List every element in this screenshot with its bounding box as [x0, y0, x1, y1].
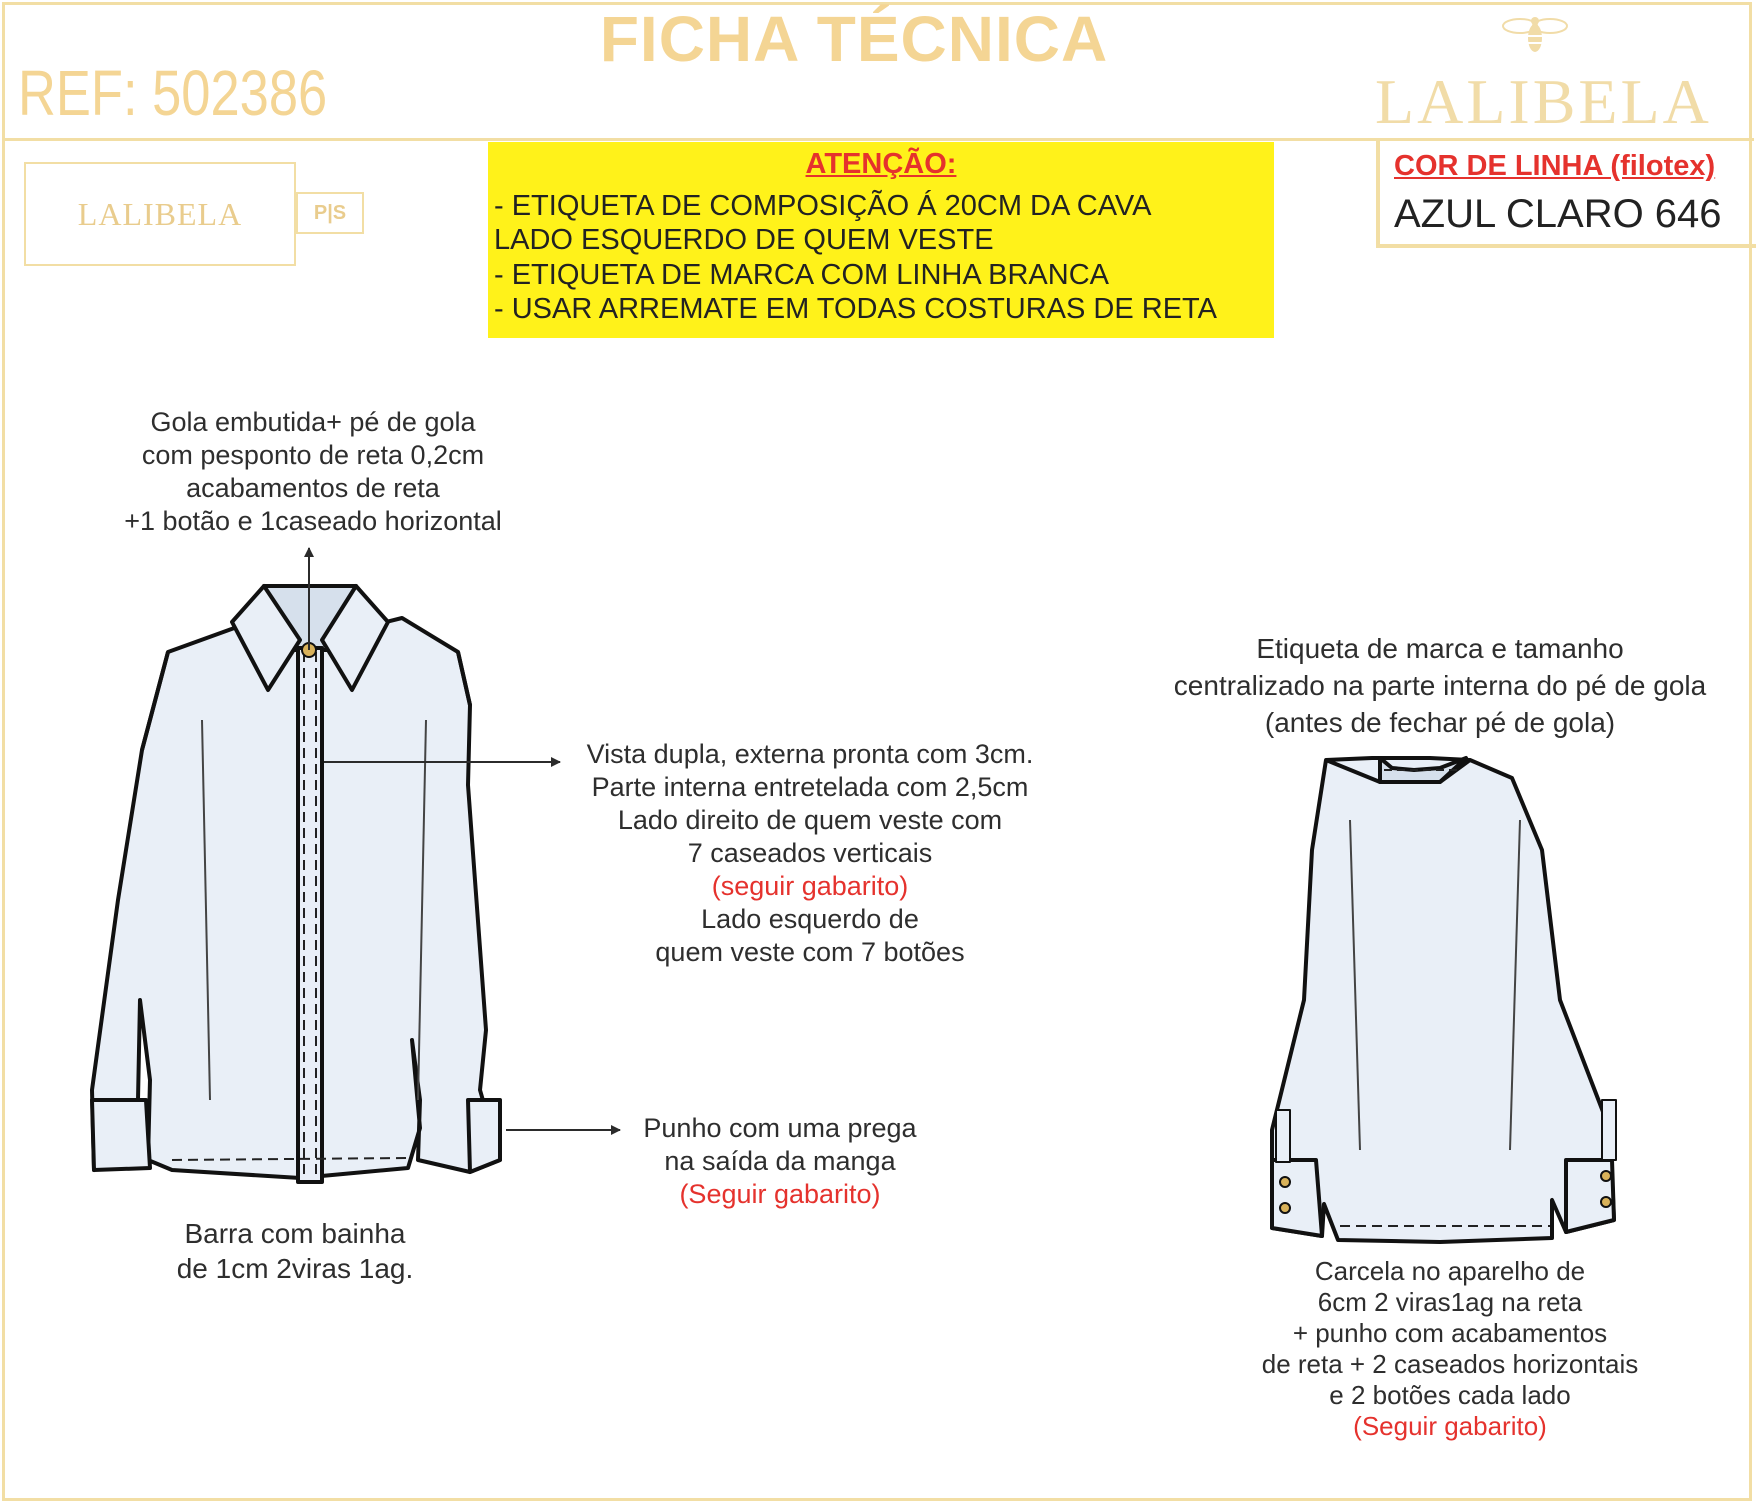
note-line: de reta + 2 caseados horizontais: [1261, 1349, 1639, 1379]
note-line: com pesponto de reta 0,2cm: [141, 440, 485, 470]
attention-line: - USAR ARREMATE EM TODAS COSTURAS DE RETA: [494, 293, 1217, 325]
note-line: Carcela no aparelho de: [1314, 1256, 1586, 1286]
note-line: +1 botão e 1caseado horizontal: [124, 506, 502, 536]
reference-number: REF: 502386: [18, 57, 328, 129]
note-line: Gola embutida+ pé de gola: [150, 407, 476, 437]
note-line: 6cm 2 viras1ag na reta: [1317, 1287, 1583, 1317]
brand-wordmark: LALIBELA: [1375, 66, 1712, 137]
back-cuff-note: [1230, 1256, 1670, 1442]
note-line: centralizado na parte interna do pé de gola: [1173, 670, 1707, 701]
note-line: na saída da manga: [664, 1146, 896, 1176]
note-line: Lado esquerdo de: [701, 904, 919, 934]
back-shirt-drawing: [1272, 758, 1616, 1242]
note-line: Barra com bainha: [184, 1218, 406, 1249]
tag-brand-text: LALIBELA: [77, 196, 243, 232]
hem-note: [150, 1216, 440, 1286]
front-shirt-drawing: [92, 586, 500, 1182]
cuff-note: [630, 1112, 930, 1211]
note-line: acabamentos de reta: [186, 473, 440, 503]
collar-note: [98, 406, 528, 538]
note-line-highlight: (seguir gabarito): [711, 871, 909, 901]
size-tag: P|S: [296, 192, 364, 234]
attention-heading: ATENÇÃO:: [805, 148, 957, 180]
note-line: Vista dupla, externa pronta com 3cm.: [586, 739, 1034, 769]
thread-color-label: COR DE LINHA (filotex): [1394, 150, 1716, 182]
note-line: + punho com acabamentos: [1292, 1318, 1608, 1348]
attention-line: - ETIQUETA DE MARCA COM LINHA BRANCA: [494, 259, 1110, 291]
note-line: de 1cm 2viras 1ag.: [176, 1253, 414, 1284]
note-line: (antes de fechar pé de gola): [1264, 707, 1616, 738]
note-line: e 2 botões cada lado: [1329, 1380, 1571, 1410]
note-line: 7 caseados verticais: [687, 838, 933, 868]
note-line-highlight: (Seguir gabarito): [1353, 1411, 1547, 1441]
note-line: Lado direito de quem veste com: [617, 805, 1003, 835]
note-line: quem veste com 7 botões: [655, 937, 965, 967]
attention-line: - ETIQUETA DE COMPOSIÇÃO Á 20CM DA CAVA: [494, 190, 1152, 222]
note-line-highlight: (Seguir gabarito): [679, 1179, 881, 1209]
back-label-note: [1130, 630, 1750, 741]
page-title: FICHA TÉCNICA: [599, 3, 1109, 75]
placket-note: [560, 738, 1060, 969]
attention-line: LADO ESQUERDO DE QUEM VESTE: [494, 224, 994, 256]
thread-color-value: AZUL CLARO 646: [1394, 192, 1722, 236]
note-line: Parte interna entretelada com 2,5cm: [591, 772, 1029, 802]
note-line: Etiqueta de marca e tamanho: [1256, 633, 1624, 664]
note-line: Punho com uma prega: [643, 1113, 917, 1143]
